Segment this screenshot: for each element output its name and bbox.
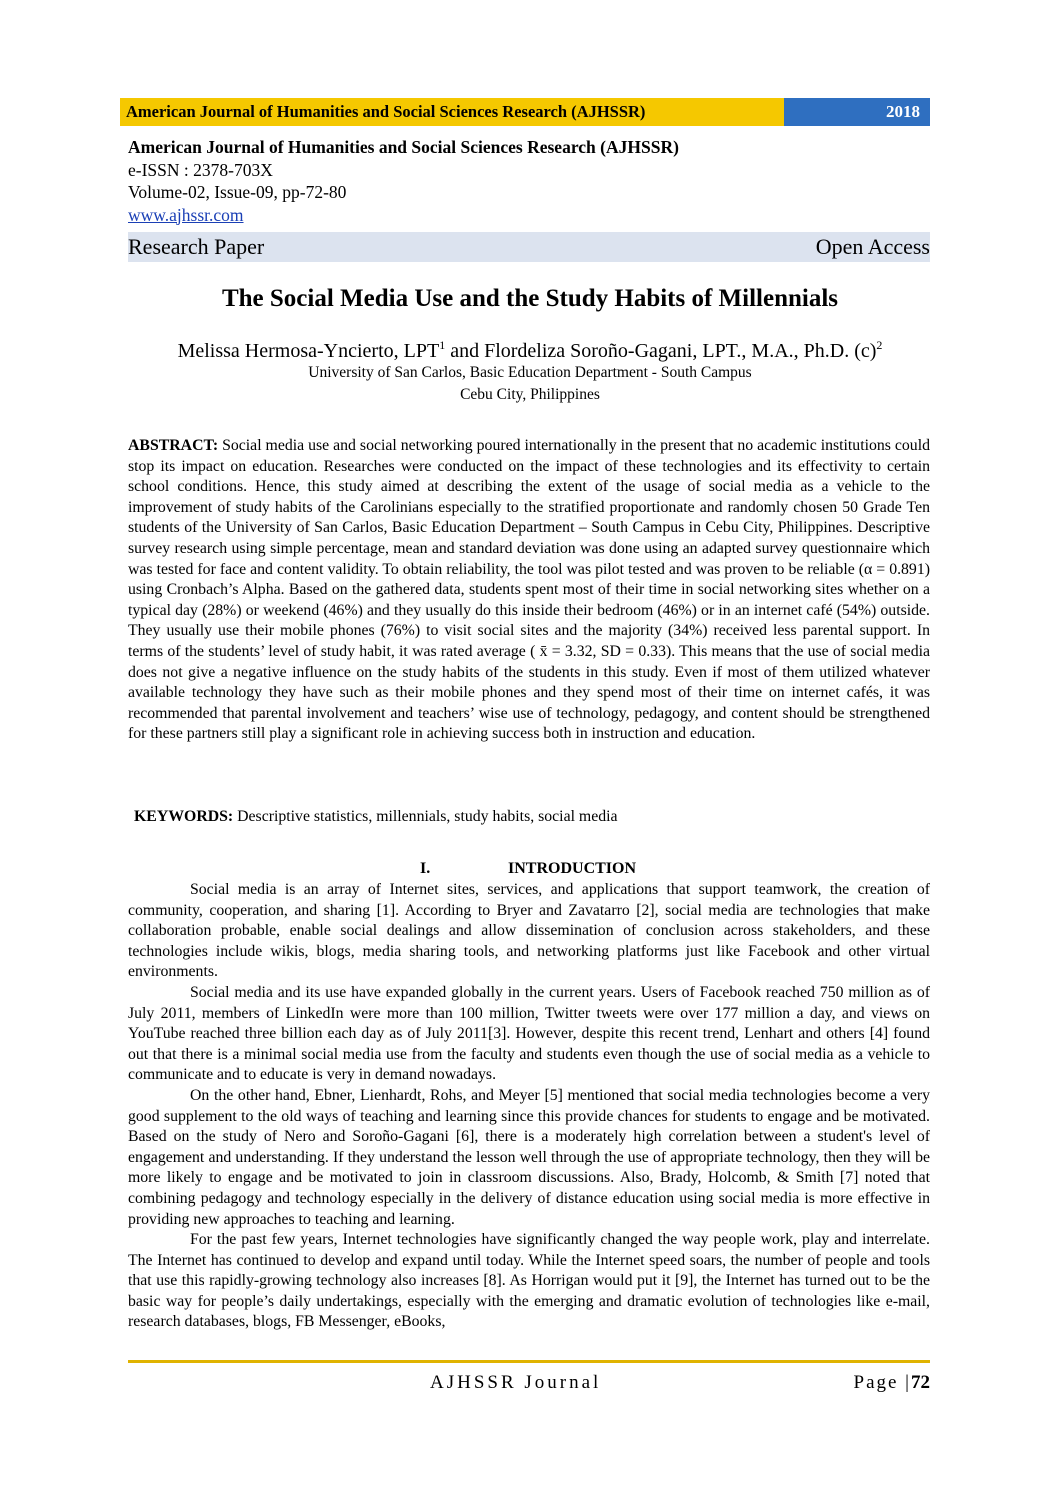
affiliation-line-2: Cebu City, Philippines [460,386,600,403]
footer-page [854,1372,931,1394]
open-access-label: Open Access [815,234,930,259]
section-heading-introduction [420,860,636,878]
intro-paragraph-2: Social media and its use have expanded globally in the current years. Users of Facebook reached 750 million as of July 2011, members of LinkedIn were more than 100 million, Twitter tweets were over 177 million a day, and views on YouTube reached three billion each day as of July 2011[3]. However, despite this recent trend, Lenhart and others [4] found out that there is a minimal social media use from the faculty and students even though the use of social media as a vehicle to communicate and to educate is very in demand nowadays. [128,983,930,1084]
keywords-text: Descriptive statistics, millennials, study habits, social media [237,808,618,825]
author-1-affiliation-mark: 1 [439,338,446,352]
paper-title: The Social Media Use and the Study Habits of Millennials [221,285,839,312]
paper-type-bar [128,232,930,262]
abstract-label: ABSTRACT: [128,437,219,454]
keywords-label: KEYWORDS: [134,808,234,825]
author-1: Melissa Hermosa-Yncierto, LPT [177,340,440,362]
keywords [134,808,930,826]
paper-authors [120,338,940,363]
footer-page-label: Page | [853,1372,911,1393]
footer-journal: AJHSSR Journal [430,1372,602,1393]
journal-website-link[interactable]: www.ajhssr.com [128,204,244,225]
journal-header-title: American Journal of Humanities and Social Sciences Research (AJHSSR) [120,98,784,126]
journal-header-year: 2018 [784,98,930,126]
affiliation-line-1: University of San Carlos, Basic Education Department - South Campus [308,364,752,381]
abstract [128,436,930,745]
footer-page-number: 72 [911,1372,930,1393]
journal-info-block [128,136,930,226]
abstract-text: Social media use and social networking poured internationally in the present that no academic institutions could stop its impact on education. Researches were conducted on the impact of these technologies and its effectivity to certain school conditions. Hence, this study aimed at describing the extent of the usage of social media as a vehicle to the improvement of study habits of the Carolinians especially to the stratified proportionate and randomly chosen 50 Grade Ten students of the University of San Carlos, Basic Education Department – South Campus in Cebu City, Philippines. Descriptive survey research using simple percentage, mean and standard deviation was done using an adapted survey questionnaire which was tested for face and content validity. To obtain reliability, the tool was pilot tested and was proven to be reliable (α = 0.891) using Cronbach’s Alpha. Based on the gathered data, students spent most of their time in social networking sites whether on a typical day (28%) or weekend (46%) and they usually do this inside their bedroom (46%) or in an internet café (54%) outside. They usually use their mobile phones (76%) to visit social sites and the majority (34%) received less parental support. In terms of the students’ level of study habit, it was rated average ( x̄ = 3.32, SD = 0.33). This means that the use of social media does not give a negative influence on the study habits of the students in this study. Even if most of them utilized whatever available technology they have such as their mobile phones and they spend most of their time on internet cafés, it was recommended that parental involvement and teachers’ wise use of technology, pedagogy, and content should be strengthened for these partners still play a significant role in achieving success both in instruction and education. [128,437,930,743]
journal-header-bar [120,98,930,126]
paper-type-label: Research Paper [128,234,265,259]
section-title: INTRODUCTION [508,860,637,877]
journal-issn: e-ISSN : 2378-703X [128,159,273,180]
intro-paragraph-1: Social media is an array of Internet sites, services, and applications that support teamwork, the creation of community, cooperation, and sharing [1]. According to Bryer and Zavatarro [2], social media are technologies that make collaboration probable, enable social dealings and allow dissemination of conclusion across stakeholders, and these technologies include wikis, blogs, media sharing tools, and networking platforms just like Facebook and other virtual environments. [128,881,930,981]
intro-paragraph-4: For the past few years, Internet technologies have significantly changed the way people work, play and interrelate. The Internet has continued to develop and expand until today. While the Internet speed soars, the number of people and tools that use this rapidly-growing technology also increases [8]. As Horrigan would put it [9], the Internet has turned out to be the basic way for people’s daily undertakings, especially with the emerging and dramatic evolution of technologies like e-mail, research databases, blogs, FB Messenger, eBooks, [128,1231,930,1331]
journal-volume: Volume-02, Issue-09, pp-72-80 [128,182,347,202]
footer-rule [128,1360,930,1363]
author-2: and Flordeliza Soroño-Gagani, LPT., M.A., Ph.D. (c) [445,340,877,362]
intro-paragraph-3: On the other hand, Ebner, Lienhardt, Rohs, and Meyer [5] mentioned that social media technologies become a very good supplement to the old ways of teaching and learning since this provide chances for students to engage and be motivated. Based on the study of Nero and Soroño-Gagani [6], there is a moderately high correlation between a student's level of engagement and understanding. If they understand the lesson well through the use of appropriate technology, then they will be more likely to engage and be motivated to join in classroom discussions. Also, Brady, Holcomb, & Smith [7] noted that combining pedagogy and technology especially in the delivery of distance education using social media is more effective in providing new approaches to teaching and learning. [128,1086,930,1228]
author-2-affiliation-mark: 2 [876,338,883,352]
section-number: I. [420,860,431,877]
journal-name: American Journal of Humanities and Social Sciences Research (AJHSSR) [128,137,679,157]
introduction-body [128,880,930,1333]
